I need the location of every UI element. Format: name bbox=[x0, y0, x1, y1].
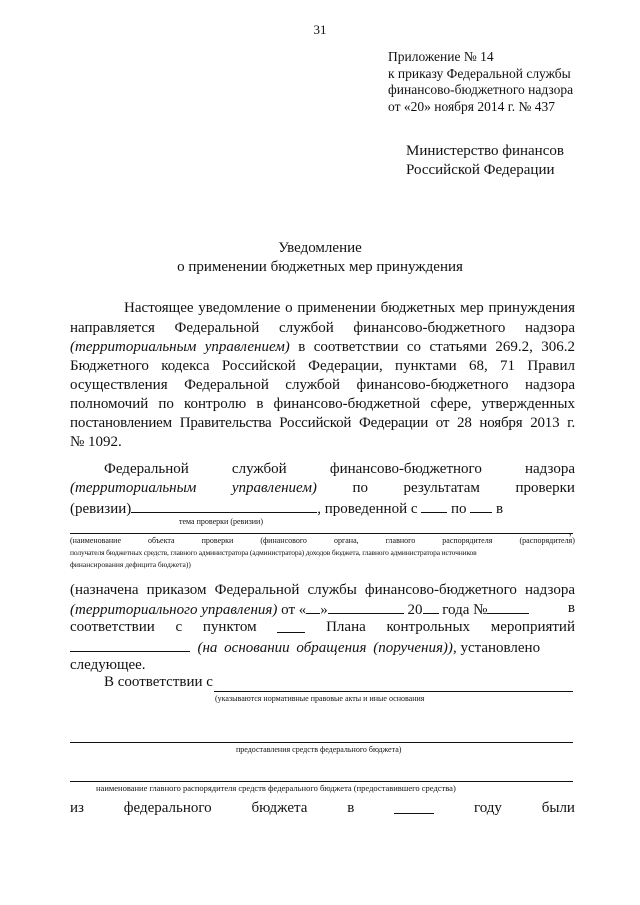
assigned-line-2 bbox=[70, 600, 575, 619]
word: Плана bbox=[326, 619, 366, 635]
intro-text-1: Настоящее уведомление о применении бюджетных мер принуждения bbox=[124, 300, 575, 316]
document-title bbox=[0, 239, 640, 277]
in-label: в bbox=[496, 501, 504, 517]
caption-word: (наименование bbox=[70, 536, 122, 545]
accordance-caption: (указываются нормативные правовые акты и иные основания bbox=[215, 694, 425, 703]
basis-italic: (на основании обращения (поручения)) bbox=[197, 640, 453, 656]
word: в bbox=[347, 800, 355, 816]
intro-line-5: осуществления Федеральной службой финансово-бюджетного надзора bbox=[70, 377, 575, 393]
intro-line-7: постановлением Правительства Российской Федерации от 28 ноября 2013 г. bbox=[70, 415, 575, 431]
object-caption-line-2: получателя бюджетных средств, главного администратора (администратора) доходов бюджета, главного администратора источников bbox=[70, 548, 477, 557]
day-blank[interactable] bbox=[306, 600, 320, 614]
word: с bbox=[175, 619, 183, 635]
item-blank[interactable] bbox=[277, 619, 305, 633]
intro-text-3: в соответствии со статьями 269.2, 306.2 bbox=[289, 339, 575, 355]
intro-line-6: полномочий по контролю в финансово-бюджетной сфере, утвержденных bbox=[70, 396, 575, 412]
word: бюджета bbox=[251, 800, 308, 816]
word: пунктом bbox=[202, 619, 257, 635]
word: году bbox=[473, 800, 502, 816]
caption-word: проверки bbox=[201, 536, 234, 545]
provision-caption: предоставления средств федерального бюджета) bbox=[236, 745, 402, 754]
territorial-italic: (территориального управления) bbox=[70, 602, 278, 618]
inspection-row-2 bbox=[70, 480, 575, 497]
plan-blank[interactable] bbox=[70, 638, 190, 652]
inspection-row-1 bbox=[104, 461, 575, 478]
word: контрольных bbox=[386, 619, 471, 635]
to-label: по bbox=[451, 501, 467, 517]
date-from-blank[interactable] bbox=[421, 499, 447, 513]
in-label-2: в bbox=[567, 600, 575, 616]
intro-line-4: Бюджетного кодекса Российской Федерации, пунктами 68, 71 Правил bbox=[70, 358, 575, 374]
assigned-line-3 bbox=[70, 619, 575, 636]
word: проверки bbox=[515, 480, 575, 496]
object-comma: , bbox=[569, 527, 572, 538]
intro-line-3 bbox=[70, 338, 575, 357]
caption-word: (финансового bbox=[260, 536, 307, 545]
word: федерального bbox=[123, 800, 212, 816]
accordance-label: В соответствии с bbox=[104, 674, 213, 690]
addressee-line-1: Министерство финансов bbox=[406, 143, 564, 159]
word: результатам bbox=[403, 480, 480, 496]
title-line-1: Уведомление bbox=[278, 240, 362, 256]
title-line-2: о применении бюджетных мер принуждения bbox=[177, 259, 463, 275]
year-number-label: года № bbox=[442, 602, 488, 618]
caption-word: распорядителя bbox=[442, 536, 493, 545]
from-label: от « bbox=[281, 602, 307, 618]
word: надзора bbox=[524, 461, 575, 477]
intro-line-2: направляется Федеральной службой финансово-бюджетного надзора bbox=[70, 320, 575, 336]
accordance-line[interactable] bbox=[214, 691, 573, 692]
inspection-row-3 bbox=[70, 499, 503, 518]
topic-caption: тема проверки (ревизии) bbox=[179, 517, 263, 526]
quote-mark: » bbox=[320, 602, 328, 618]
last-row bbox=[70, 800, 575, 817]
object-caption-line-3: финансирования дефицита бюджета)) bbox=[70, 560, 191, 569]
object-line[interactable] bbox=[70, 533, 573, 534]
assigned-line-4 bbox=[70, 638, 575, 657]
distributor-caption: наименование главного распорядителя средств федерального бюджета (предоставившего средства) bbox=[96, 783, 456, 793]
date-to-blank[interactable] bbox=[470, 499, 492, 513]
word: соответствии bbox=[70, 619, 155, 635]
appendix-line-2: к приказу Федеральной службы bbox=[388, 65, 571, 81]
month-blank[interactable] bbox=[328, 600, 404, 614]
appendix-line-4: от «20» ноября 2014 г. № 437 bbox=[388, 98, 555, 114]
intro-line-1 bbox=[70, 300, 575, 317]
caption-word: (распорядителя) bbox=[519, 536, 575, 545]
word: управлением) bbox=[231, 480, 317, 496]
caption-word: главного bbox=[385, 536, 416, 545]
basis-line[interactable] bbox=[70, 742, 573, 743]
word: из bbox=[70, 800, 84, 816]
caption-word: органа, bbox=[333, 536, 359, 545]
topic-blank[interactable] bbox=[131, 499, 317, 513]
word: Федеральной bbox=[104, 461, 189, 477]
word: мероприятий bbox=[490, 619, 575, 635]
year-prefix: 20 bbox=[407, 602, 423, 618]
distributor-line[interactable] bbox=[70, 781, 573, 782]
word: были bbox=[541, 800, 575, 816]
word: (территориальным bbox=[70, 480, 197, 496]
established-label: , установлено bbox=[452, 640, 541, 656]
order-number-blank[interactable] bbox=[487, 600, 529, 614]
year-blank-2[interactable] bbox=[394, 800, 434, 814]
word: по bbox=[352, 480, 368, 496]
appendix-line-3: финансово-бюджетного надзора bbox=[388, 82, 574, 97]
addressee-block bbox=[406, 142, 564, 180]
appendix-block bbox=[388, 49, 573, 115]
appendix-line-1: Приложение № 14 bbox=[388, 49, 494, 64]
assigned-line-1: (назначена приказом Федеральной службы финансово-бюджетного надзора bbox=[70, 582, 575, 598]
page-number: 31 bbox=[313, 22, 327, 37]
word: финансово-бюджетного bbox=[329, 461, 482, 477]
intro-line-8: № 1092. bbox=[70, 434, 122, 450]
intro-italic-1: (территориальным управлением) bbox=[70, 339, 290, 355]
assigned-line-5: следующее. bbox=[70, 657, 146, 673]
conducted-label: , проведенной с bbox=[317, 501, 418, 517]
caption-word: объекта bbox=[148, 536, 175, 545]
object-caption-row-1 bbox=[70, 536, 575, 545]
addressee-line-2: Российской Федерации bbox=[406, 162, 555, 178]
year-blank[interactable] bbox=[423, 600, 439, 614]
revision-label: (ревизии) bbox=[70, 501, 132, 517]
word: службой bbox=[231, 461, 287, 477]
